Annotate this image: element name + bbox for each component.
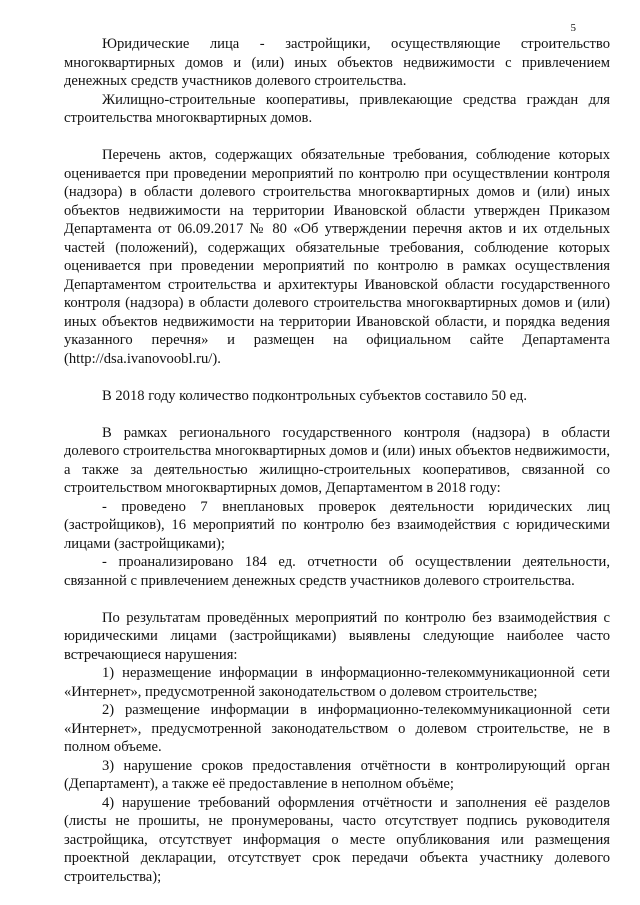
paragraph-cooperatives: Жилищно-строительные кооперативы, привлекающие средства граждан для строительства многоквартирных домов.	[64, 91, 610, 126]
paragraph-reports-analyzed: - проанализировано 184 ед. отчетности об осуществлении деятельности, связанной с привлечением денежных средств участников долевого строительства.	[64, 554, 610, 589]
page-number: 5	[570, 22, 576, 34]
violation-item-3: 3) нарушение сроков предоставления отчётности в контролирующий орган (Департамент), а также её предоставление в неполном объёме;	[64, 757, 610, 792]
violation-item-2: 2) размещение информации в информационно-телекоммуникационной сети «Интернет», предусмотренной законодательством о долевом строительстве, не в полном объеме.	[64, 702, 610, 755]
paragraph-violations-intro: По результатам проведённых мероприятий по контролю без взаимодействия с юридическими лицами (застройщиками) выявлены следующие наиболее часто встречающиеся нарушения:	[64, 609, 610, 663]
paragraph-inspections: - проведено 7 внеплановых проверок деятельности юридических лиц (застройщиков), 16 мероприятий по контролю без взаимодействия с юридическими лицами (застройщиками);	[64, 498, 610, 552]
document-body	[64, 35, 610, 886]
violation-item-1: 1) неразмещение информации в информационно-телекоммуникационной сети «Интернет», предусмотренной законодательством о долевом строительстве;	[64, 665, 610, 700]
violation-item-4: 4) нарушение требований оформления отчётности и заполнения её разделов (листы не прошиты, не пронумерованы, часто отсутствует подпись руководителя застройщика, отсутствует информация о месте опубликования или размещения проектной декларации, отсутствует срок передачи объекта участнику долевого строительства);	[64, 794, 610, 885]
paragraph-control-intro: В рамках регионального государственного контроля (надзора) в области долевого строительства многоквартирных домов и (или) иных объектов недвижимости, а также за деятельностью жилищно-строительных кооперативов, связанной со строительством многоквартирных домов, Департаментом в 2018 году:	[64, 424, 610, 496]
paragraph-developers: Юридические лица - застройщики, осуществляющие строительство многоквартирных домов и (или) иных объектов недвижимости с привлечением денежных средств участников долевого строительства.	[64, 36, 610, 89]
paragraph-acts-list: Перечень актов, содержащих обязательные требования, соблюдение которых оценивается при проведении мероприятий по контролю при осуществлении контроля (надзора) в области долевого строительства многоквартирных домов и (или) иных объектов недвижимости на территории Ивановской области утвержден Приказом Департамента от 06.09.2017 № 80 «Об утверждении перечня актов и их отдельных частей (положений), содержащих обязательные требования, соблюдение которых оценивается при проведении мероприятий по контролю в рамках осуществления Департаментом строительства и архитектуры Ивановской области государственного контроля (надзора) в области долевого строительства многоквартирных домов и (или) иных объектов недвижимости на территории Ивановской области, и порядка ведения указанного перечня» и размещен на официальном сайте Департамента (http://dsa.ivanovoobl.ru/).	[64, 147, 610, 367]
paragraph-subjects-count: В 2018 году количество подконтрольных субъектов составило 50 ед.	[102, 387, 527, 404]
